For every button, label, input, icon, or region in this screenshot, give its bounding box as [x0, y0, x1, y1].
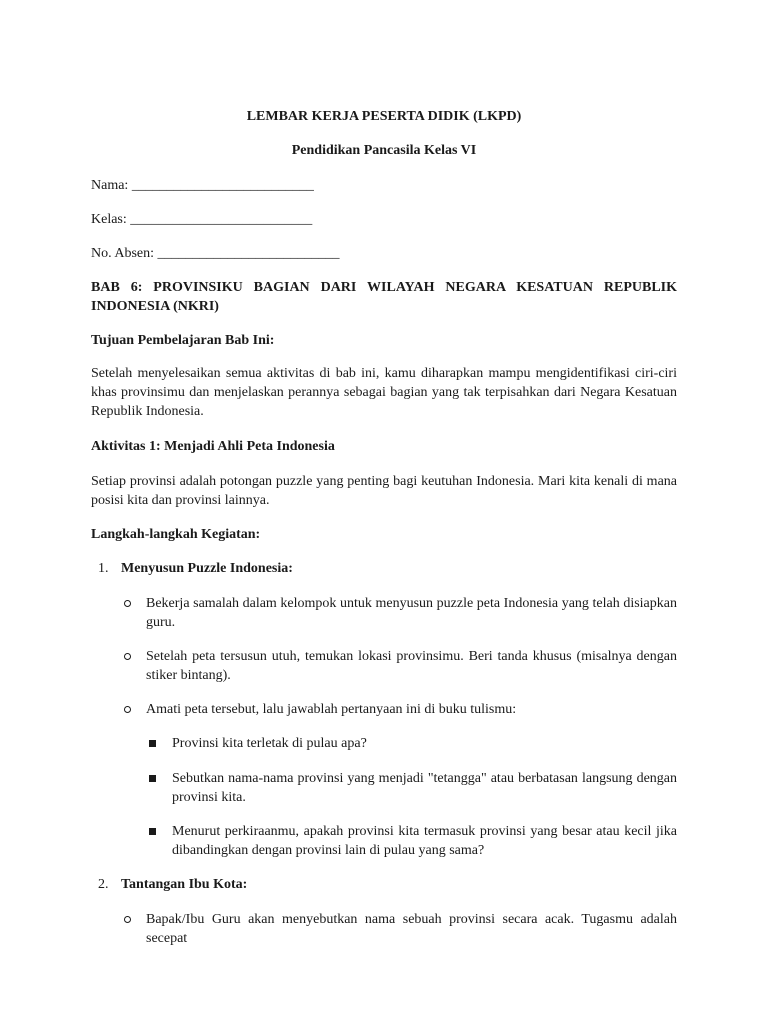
step-1 — [98, 559, 684, 578]
step-number: 2. — [98, 877, 109, 892]
step-title: Menyusun Puzzle Indonesia: — [121, 561, 293, 576]
square-bullet-icon — [149, 775, 156, 782]
list-item: Bekerja samalah dalam kelompok untuk menyusun puzzle peta Indonesia yang telah disiapkan guru. — [146, 596, 677, 630]
question-item: Menurut perkiraanmu, apakah provinsi kita termasuk provinsi yang besar atau kecil jika dibandingkan dengan provinsi lain di pulau yang sama? — [172, 824, 677, 858]
question-item: Sebutkan nama-nama provinsi yang menjadi "tetangga" atau berbatasan langsung dengan provinsi kita. — [172, 771, 677, 805]
step-title: Tantangan Ibu Kota: — [121, 877, 248, 892]
steps-heading: Langkah-langkah Kegiatan: — [91, 527, 261, 542]
field-nama: Nama: __________________________ — [91, 178, 314, 193]
circle-bullet-icon — [124, 916, 131, 923]
step-2 — [98, 875, 684, 894]
list-item: Setelah peta tersusun utuh, temukan lokasi provinsimu. Beri tanda khusus (misalnya dengan stiker bintang). — [146, 649, 677, 683]
circle-bullet-icon — [124, 653, 131, 660]
question-item: Provinsi kita terletak di pulau apa? — [172, 736, 367, 751]
square-bullet-icon — [149, 828, 156, 835]
document-subtitle: Pendidikan Pancasila Kelas VI — [291, 143, 477, 158]
step-number: 1. — [98, 561, 109, 576]
goal-text: Setelah menyelesaikan semua aktivitas di bab ini, kamu diharapkan mampu mengidentifikasi ciri-ciri khas provinsimu dan menjelaskan perannya sebagai bagian yang tak terpisahkan dari Negara Kesatuan Republik Indonesia. — [91, 366, 677, 419]
square-bullet-icon — [149, 740, 156, 747]
activity1-heading: Aktivitas 1: Menjadi Ahli Peta Indonesia — [91, 439, 335, 454]
chapter-title: BAB 6: PROVINSIKU BAGIAN DARI WILAYAH NEGARA KESATUAN REPUBLIK INDONESIA (NKRI) — [91, 280, 677, 314]
field-kelas: Kelas: __________________________ — [91, 212, 313, 227]
list-item: Amati peta tersebut, lalu jawablah pertanyaan ini di buku tulismu: — [146, 702, 517, 717]
field-absen: No. Absen: __________________________ — [91, 246, 340, 261]
circle-bullet-icon — [124, 600, 131, 607]
document-title: LEMBAR KERJA PESERTA DIDIK (LKPD) — [246, 109, 522, 124]
list-item: Bapak/Ibu Guru akan menyebutkan nama sebuah provinsi secara acak. Tugasmu adalah secepat — [146, 912, 677, 946]
circle-bullet-icon — [124, 706, 131, 713]
goal-heading: Tujuan Pembelajaran Bab Ini: — [91, 333, 275, 348]
activity1-text: Setiap provinsi adalah potongan puzzle yang penting bagi keutuhan Indonesia. Mari kita kenali di mana posisi kita dan provinsi lainnya. — [91, 474, 677, 508]
